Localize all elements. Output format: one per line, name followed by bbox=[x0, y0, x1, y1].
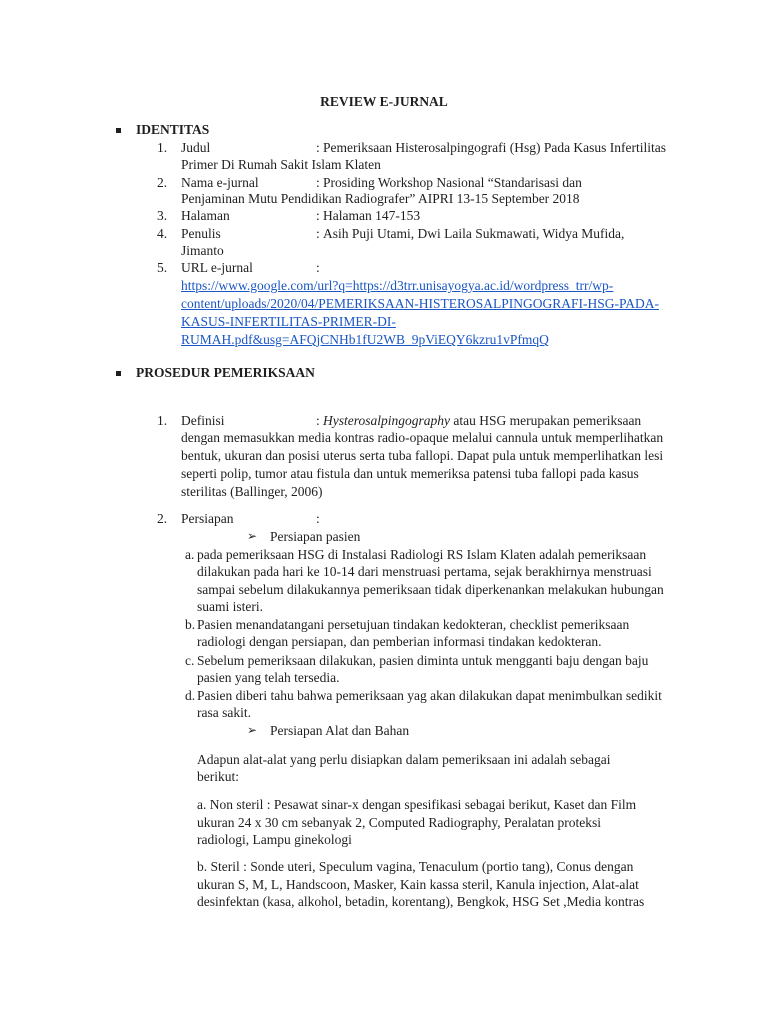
item-label: Definisi bbox=[181, 413, 225, 428]
page-title: REVIEW E-JURNAL bbox=[320, 94, 448, 109]
penulis-value: Asih Puji Utami, Dwi Laila Sukmawati, Widya Mufida, bbox=[323, 226, 625, 241]
list-item-line: Pasien menandatangani persetujuan tindakan kedokteran, checklist pemeriksaan bbox=[197, 617, 630, 632]
item-separator: : bbox=[316, 208, 320, 223]
item-label: Halaman bbox=[181, 208, 230, 223]
item-label: Nama e-jurnal bbox=[181, 175, 259, 190]
list-letter: d. bbox=[185, 688, 196, 703]
list-item-line: radiologi dengan persiapan, dan pemberian informasi tindakan kedokteran. bbox=[197, 634, 602, 649]
list-letter: a. bbox=[185, 547, 195, 562]
definisi-term: Hysterosalpingography bbox=[323, 413, 450, 428]
item-label: Penulis bbox=[181, 226, 221, 241]
list-item-line: dilakukan pada hari ke 10-14 dari menstruasi pertama, sejak berakhirnya menstruasi bbox=[197, 564, 652, 579]
item-separator: : bbox=[316, 175, 320, 190]
definisi-line: bentuk, ukuran dan posisi uterus serta tuba fallopi. Dapat pula untuk memperlihatkan lesi bbox=[181, 448, 664, 463]
list-letter: b. bbox=[185, 617, 196, 632]
url-link-line[interactable]: KASUS-INFERTILITAS-PRIMER-DI- bbox=[181, 314, 396, 329]
judul-value: Pemeriksaan Histerosalpingografi (Hsg) Pada Kasus Infertilitas bbox=[323, 140, 667, 155]
item-separator: : bbox=[316, 140, 320, 155]
non-steril-line: ukuran 24 x 30 cm sebanyak 2, Computed Radiography, Peralatan proteksi bbox=[197, 815, 602, 830]
item-number: 4. bbox=[157, 226, 168, 241]
item-separator: : bbox=[316, 413, 320, 428]
prosedur-heading: PROSEDUR PEMERIKSAAN bbox=[136, 365, 315, 380]
definisi-line: seperti polip, tumor atau fistula dan untuk memeriksa patensi tuba fallopi pada kasus bbox=[181, 466, 639, 481]
section-bullet bbox=[116, 128, 121, 133]
list-item-line: rasa sakit. bbox=[197, 705, 251, 720]
non-steril-line: a. Non steril : Pesawat sinar-x dengan spesifikasi sebagai berikut, Kaset dan Film bbox=[197, 797, 637, 812]
item-number: 1. bbox=[157, 140, 168, 155]
item-label: URL e-jurnal bbox=[181, 260, 253, 275]
list-item-line: pada pemeriksaan HSG di Instalasi Radiologi RS Islam Klaten adalah pemeriksaan bbox=[197, 547, 647, 562]
url-link-line[interactable]: https://www.google.com/url?q=https://d3trr.unisayogya.ac.id/wordpress_trr/wp- bbox=[181, 278, 614, 293]
arrow-bullet-icon: ➢ bbox=[247, 529, 258, 543]
jurnal-value-cont: Penjaminan Mutu Pendidikan Radiografer” AIPRI 13-15 September 2018 bbox=[181, 191, 580, 206]
non-steril-line: radiologi, Lampu ginekologi bbox=[197, 832, 352, 847]
definisi-line: sterilitas (Ballinger, 2006) bbox=[181, 484, 323, 499]
item-number: 2. bbox=[157, 511, 168, 526]
alat-heading: Persiapan Alat dan Bahan bbox=[270, 723, 410, 738]
item-number: 2. bbox=[157, 175, 168, 190]
list-item-line: suami isteri. bbox=[197, 599, 263, 614]
item-label: Persiapan bbox=[181, 511, 234, 526]
item-separator: : bbox=[316, 260, 320, 275]
definisi-line: dengan memasukkan media kontras radio-opaque melalui cannula untuk memperlihatkan bbox=[181, 430, 664, 445]
halaman-value: Halaman 147-153 bbox=[323, 208, 421, 223]
list-letter: c. bbox=[185, 653, 195, 668]
definisi-first-line bbox=[323, 412, 641, 430]
jurnal-value: Prosiding Workshop Nasional “Standarisasi dan bbox=[323, 175, 582, 190]
list-item-line: sampai sebelum dilakukannya pemeriksaan tidak diperkenankan melakukan hubungan bbox=[197, 582, 664, 597]
steril-line: b. Steril : Sonde uteri, Speculum vagina, Tenaculum (portio tang), Conus dengan bbox=[197, 859, 634, 874]
item-number: 1. bbox=[157, 413, 168, 428]
item-number: 3. bbox=[157, 208, 168, 223]
item-number: 5. bbox=[157, 260, 168, 275]
steril-line: ukuran S, M, L, Handscoon, Masker, Kain kassa steril, Kanula injection, Alat-alat bbox=[197, 877, 639, 892]
steril-line: desinfektan (kasa, alkohol, betadin, korentang), Bengkok, HSG Set ,Media kontras bbox=[197, 894, 645, 909]
item-separator: : bbox=[316, 226, 320, 241]
arrow-bullet-icon: ➢ bbox=[247, 723, 258, 737]
item-separator: : bbox=[316, 511, 320, 526]
list-item-line: Sebelum pemeriksaan dilakukan, pasien diminta untuk mengganti baju dengan baju bbox=[197, 653, 649, 668]
judul-value-cont: Primer Di Rumah Sakit Islam Klaten bbox=[181, 157, 381, 172]
alat-intro-line: Adapun alat-alat yang perlu disiapkan dalam pemeriksaan ini adalah sebagai bbox=[197, 752, 611, 767]
identitas-heading: IDENTITAS bbox=[136, 122, 210, 137]
definisi-line1-rest: atau HSG merupakan pemeriksaan bbox=[450, 413, 642, 428]
url-link-line[interactable]: content/uploads/2020/04/PEMERIKSAAN-HISTEROSALPINGOGRAFI-HSG-PADA- bbox=[181, 296, 660, 311]
pasien-heading: Persiapan pasien bbox=[270, 529, 361, 544]
penulis-value-cont: Jimanto bbox=[181, 243, 224, 258]
list-item-line: Pasien diberi tahu bahwa pemeriksaan yag akan dilakukan dapat menimbulkan sedikit bbox=[197, 688, 662, 703]
url-link-line[interactable]: RUMAH.pdf&usg=AFQjCNHb1fU2WB_9pViEQY6kzru1vPfmqQ bbox=[181, 332, 549, 347]
alat-intro-line: berikut: bbox=[197, 769, 239, 784]
item-label: Judul bbox=[181, 140, 211, 155]
section-bullet bbox=[116, 371, 121, 376]
list-item-line: pasien yang telah tersedia. bbox=[197, 670, 340, 685]
